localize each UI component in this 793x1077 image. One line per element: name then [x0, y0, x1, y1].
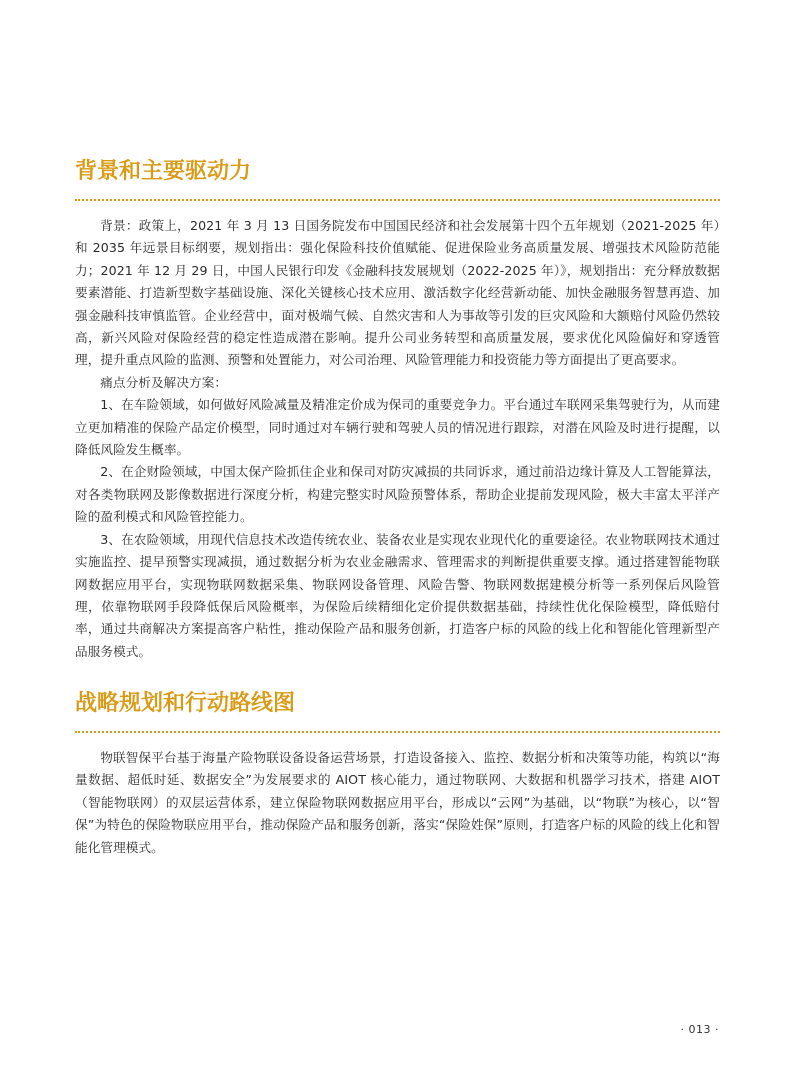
paragraph-strategy: 物联智保平台基于海量产险物联设备设备运营场景，打造设备接入、监控、数据分析和决策等功能，构筑以“海量数据、超低时延、数据安全”为发展要求的 AIOT 核心能力，通过物联网、大数据和机器学习技术，搭建 AIOT（智能物联网）的双层运营体系，建立保险物联网数据应用平台，形成以“云网”为基础，以“物联”为核心，以“智保”为特色的保险物联应用平台，推动保险产品和服务创新，落实“保险姓保”原则，打造客户标的风险的线上化和智能化管理模式。	[75, 750, 720, 855]
dotted-divider	[75, 731, 720, 733]
dotted-divider	[75, 199, 720, 201]
section-heading: 战略规划和行动路线图	[75, 691, 296, 716]
paragraph-auto-insurance: 1、在车险领域，如何做好风险减量及精准定价成为保司的重要竞争力。平台通过车联网采集驾驶行为，从而建立更加精准的保险产品定价模型，同时通过对车辆行驶和驾驶人员的情况进行跟踪，对潜在风险及时进行提醒，以降低风险发生概率。	[75, 397, 720, 458]
section-strategy-roadmap	[75, 690, 720, 859]
paragraph-agriculture-insurance: 3、在农险领域，用现代信息技术改造传统农业、装备农业是实现农业现代化的重要途径。农业物联网技术通过实施监控、提早预警实现减损，通过数据分析为农业金融需求、管理需求的判断提供重要支撑。通过搭建智能物联网数据应用平台，实现物联网数据采集、物联网设备管理、风险告警、物联网数据建模分析等一系列保后风险管理，依靠物联网手段降低保后风险概率，为保险后续精细化定价提供数据基础，持续性优化保险模型，降低赔付率，通过共商解决方案提高客户粘性，推动保险产品和服务创新，打造客户标的风险的线上化和智能化管理新型产品服务模式。	[75, 531, 720, 659]
section-background-drivers	[75, 158, 720, 663]
section-heading: 背景和主要驱动力	[75, 159, 252, 184]
section-body	[75, 747, 720, 859]
page-number: · 013 ·	[680, 1023, 719, 1036]
paragraph-background: 背景：政策上，2021 年 3 月 13 日国务院发布中国国民经济和社会发展第十四个五年规划（2021-2025 年）和 2035 年远景目标纲要，规划指出：强化保险科技价值赋能、促进保险业务高质量发展、增强技术风险防范能力；2021 年 12 月 29 日，中国人民银行印发《金融科技发展规划（2022-2025 年）》，规划指出：充分释放数据要素潜能、打造新型数字基础设施、深化关键核心技术应用、激活数字化经营新动能、加快金融服务智慧再造、加强金融科技审慎监管。企业经营中，面对极端气候、自然灾害和人为事故等引发的巨灾风险和大额赔付风险仍然较高，新兴风险对保险经营的稳定性造成潜在影响。提升公司业务转型和高质量发展，要求优化风险偏好和穿透管理，提升重点风险的监测、预警和处置能力，对公司治理、风险管理能力和投资能力等方面提出了更高要求。	[75, 218, 720, 368]
paragraph-property-insurance: 2、在企财险领域，中国太保产险抓住企业和保司对防灾减损的共同诉求，通过前沿边缘计算及人工智能算法，对各类物联网及影像数据进行深度分析，构建完整实时风险预警体系，帮助企业提前发现风险，极大丰富太平洋产险的盈利模式和风险管控能力。	[75, 464, 720, 525]
paragraph-pain-points-heading: 痛点分析及解决方案：	[100, 374, 228, 390]
section-body	[75, 215, 720, 663]
